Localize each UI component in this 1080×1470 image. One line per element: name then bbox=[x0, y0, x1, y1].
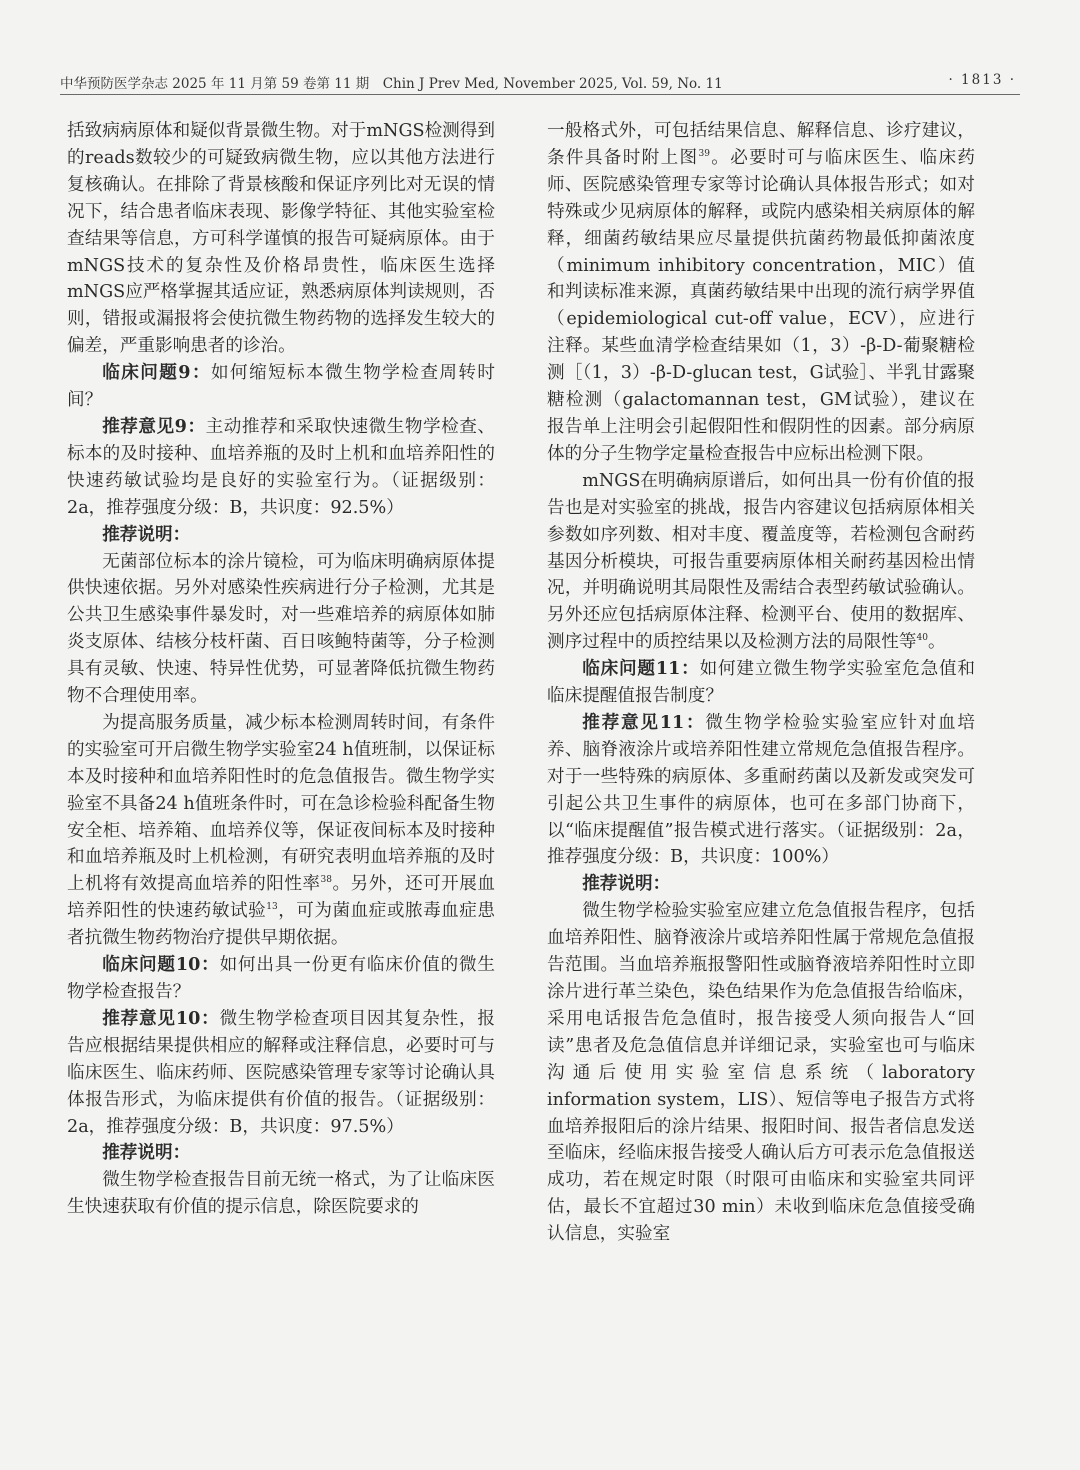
running-header bbox=[60, 64, 1020, 95]
question-label: 临床问题9： bbox=[102, 362, 212, 384]
recommendation-9 bbox=[67, 414, 495, 522]
question-text: 如何建立微生物学实验室危急值和临床提醒值报告制度？ bbox=[547, 659, 975, 707]
question-text: 如何缩短标本微生物学检查周转时间？ bbox=[67, 363, 495, 411]
clinical-question-10 bbox=[67, 952, 495, 1006]
question-label: 临床问题11： bbox=[582, 658, 700, 680]
recommendation-text: 微生物学检验实验室应针对血培养、脑脊液涂片或培养阳性建立常规危急值报告程序。对于一些特殊的病原体、多重耐药菌以及新发或突发可引起公共卫生事件的病原体，也可在多部门协商下，以“临床提醒值”报告模式进行落实。（证据级别：2a，推荐强度分级：B，共识度：100%） bbox=[547, 712, 975, 868]
clinical-question-9 bbox=[67, 360, 495, 414]
reference-13: 13 bbox=[266, 902, 278, 913]
clinical-question-11 bbox=[547, 656, 975, 710]
note-heading: 推荐说明： bbox=[102, 1142, 191, 1164]
paragraph: 微生物学检验实验室应建立危急值报告程序，包括血培养阳性、脑脊液涂片或培养阳性属于常规危急值报告范围。当血培养瓶报警阳性或脑脊液培养阳性时立即涂片进行革兰染色，染色结果作为危急值报告给临床，采用电话报告危急值时，报告接受人须向报告人“回读”患者及危急值信息并详细记录，实验室也可与临床沟通后使用实验室信息系统（laboratory information system，LIS）、短信等电子报告方式将血培养报阳后的涂片结果、报阳时间、报告者信息发送至临床，经临床报告接受人确认后方可表示危急值报送成功，若在规定时限（时限可由临床和实验室共同评估，最长不宜超过30 min）未收到临床危急值接受确认信息，实验室 bbox=[547, 901, 975, 1245]
question-label: 临床问题10： bbox=[102, 954, 220, 976]
question-text: 如何出具一份更有临床价值的微生物学检查报告？ bbox=[67, 955, 495, 1002]
page-number: · 1813 · bbox=[948, 72, 1016, 88]
paragraph: 微生物学检查报告目前无统一格式，为了让临床医生快速获取有价值的提示信息，除医院要求的 bbox=[67, 1170, 495, 1218]
note-heading: 推荐说明： bbox=[102, 523, 191, 545]
journal-citation: 中华预防医学杂志 2025 年 11 月第 59 卷第 11 期 Chin J Prev Med, November 2025, Vol. 59, No. 11 bbox=[60, 76, 723, 92]
left-column bbox=[67, 118, 495, 1408]
recommendation-label: 推荐意见9： bbox=[102, 415, 206, 437]
paragraph: 括致病病原体和疑似背景微生物。对于mNGS检测得到的reads数较少的可疑致病微生物，应以其他方法进行复核确认。在排除了背景核酸和保证序列比对无误的情况下，结合患者临床表现、影像学特征、其他实验室检查结果等信息，方可科学谨慎的报告可疑病原体。由于mNGS技术的复杂性及价格昂贵性，临床医生选择mNGS应严格掌握其适应证，熟悉病原体判读规则，否则，错报或漏报将会使抗微生物药物的选择发生较大的偏差，严重影响患者的诊治。 bbox=[67, 121, 495, 357]
paragraph: 一般格式外，可包括结果信息、解释信息、诊疗建议，条件具备时附上图$^{39}$。必要时可与临床医生、临床药师、医院感染管理专家等讨论确认具体报告形式；如对特殊或少见病原体的解释，或院内感染相关病原体的解释，细菌药敏结果应尽量提供抗菌药物最低抑菌浓度（minimum inhibitory concentration，MIC）值和判读标准来源，真菌药敏结果中出现的流行病学界值（epidemiological cut-off value，ECV），应进行注释。某些血清学检查结果如（1，3）-β-D-葡聚糖检测［（1，3）-β-D-glucan test，G试验］、半乳甘露聚糖检测（galactomannan test，GM试验），建议在报告单上注明会引起假阳性和假阴性的因素。部分病原体的分子生物学定量检查报告中应标出检测下限。 bbox=[547, 121, 975, 464]
recommendation-text: 主动推荐和采取快速微生物学检查、标本的及时接种、血培养瓶的及时上机和血培养阳性的快速药敏试验均是良好的实验室行为。（证据级别：2a，推荐强度分级：B，共识度：92.5%） bbox=[67, 416, 495, 518]
reference-38: 38 bbox=[320, 875, 332, 886]
right-column bbox=[547, 118, 975, 1408]
paragraph: 为提高服务质量，减少标本检测周转时间，有条件的实验室可开启微生物学实验室24 h值班制，以保证标本及时接种和血培养阳性时的危急值报告。微生物学实验室不具备24 h值班条件时，可在急诊检验科配备生物安全柜、培养箱、血培养仪等，保证夜间标本及时接种和血培养瓶及时上机检测，有研究表明血培养瓶的及时上机将有效提高血培养的阳性率$^{38}$。另外，还可开展血培养阳性的快速药敏试验$^{13}$，可为菌血症或脓毒血症患者抗微生物药物治疗提供早期依据。 bbox=[67, 712, 495, 949]
reference-40: 40 bbox=[916, 633, 928, 644]
recommendation-10 bbox=[67, 1006, 495, 1141]
recommendation-11 bbox=[547, 710, 975, 871]
recommendation-label: 推荐意见10： bbox=[102, 1007, 220, 1029]
recommendation-text: 微生物学检查项目因其复杂性，报告应根据结果提供相应的解释或注释信息，必要时可与临床医生、临床药师、医院感染管理专家等讨论确认具体报告形式，为临床提供有价值的报告。（证据级别：2a，推荐强度分级：B，共识度：97.5%） bbox=[67, 1008, 495, 1137]
recommendation-label: 推荐意见11： bbox=[582, 711, 706, 733]
reference-39: 39 bbox=[698, 149, 710, 160]
paragraph: 无菌部位标本的涂片镜检，可为临床明确病原体提供快速依据。另外对感染性疾病进行分子检测，尤其是公共卫生感染事件暴发时，对一些难培养的病原体如肺炎支原体、结核分枝杆菌、百日咳鲍特菌等，分子检测具有灵敏、快速、特异性优势，可显著降低抗微生物药物不合理使用率。 bbox=[67, 551, 495, 707]
note-heading: 推荐说明： bbox=[582, 873, 671, 895]
paragraph: mNGS在明确病原谱后，如何出具一份有价值的报告也是对实验室的挑战，报告内容建议包括病原体相关参数如序列数、相对丰度、覆盖度等，若检测包含耐药基因分析模块，可报告重要病原体相关耐药基因检出情况，并明确说明其局限性及需结合表型药敏试验确认。另外还应包括病原体注释、检测平台、使用的数据库、测序过程中的质控结果以及检测方法的局限性等$^{40}$。 bbox=[547, 470, 975, 653]
